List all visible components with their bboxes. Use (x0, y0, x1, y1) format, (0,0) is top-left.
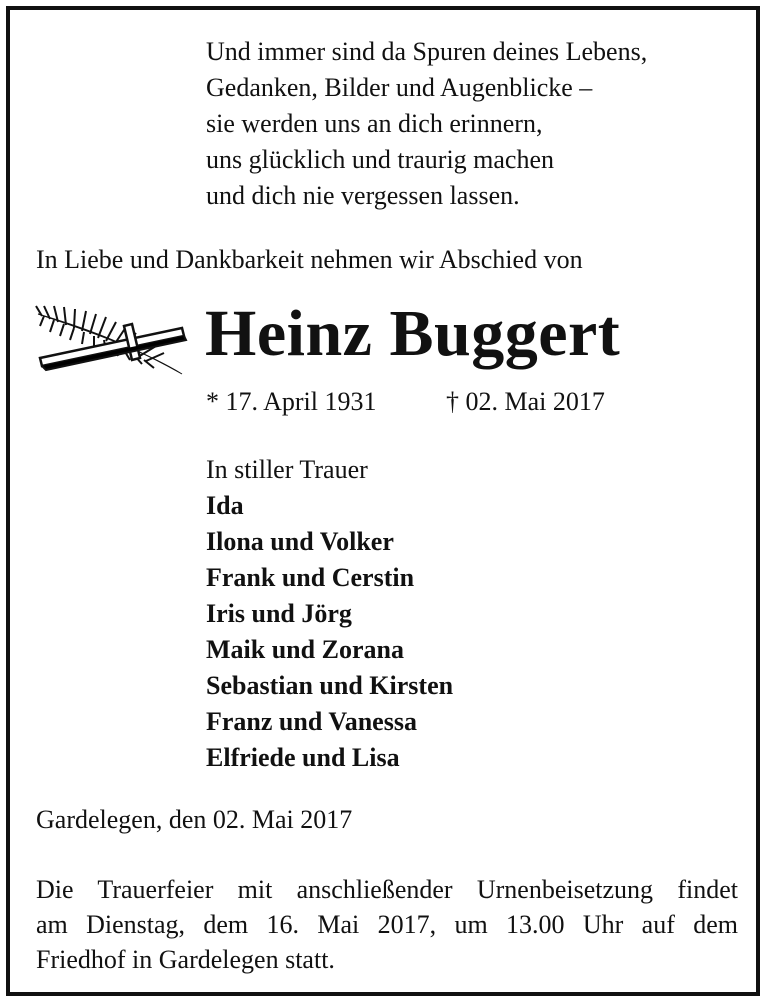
poem-line: und dich nie vergessen lassen. (206, 181, 520, 210)
mourner-name: Iris und Jörg (206, 599, 352, 628)
notice-line: Friedhof in Gardelegen statt. (36, 945, 335, 974)
poem-line: sie werden uns an dich erinnern, (206, 109, 543, 138)
funeral-notice (36, 872, 738, 977)
birth-date: * 17. April 1931 (206, 387, 377, 416)
mourners-list (206, 452, 453, 776)
deceased-name: Heinz Buggert (205, 297, 621, 370)
mourner-name: Franz und Vanessa (206, 707, 417, 736)
mourner-name: Maik und Zorana (206, 635, 404, 664)
mourner-name: Frank und Cerstin (206, 563, 415, 592)
farewell-intro: In Liebe und Dankbarkeit nehmen wir Abschied von (36, 245, 583, 274)
poem-line: uns glücklich und traurig machen (206, 145, 555, 174)
poem-line: Gedanken, Bilder und Augenblicke – (206, 73, 593, 102)
place-and-date: Gardelegen, den 02. Mai 2017 (36, 805, 353, 834)
notice-line: Die Trauerfeier mit anschließender Urnenbeisetzung findet (36, 875, 738, 904)
death-date: † 02. Mai 2017 (446, 387, 605, 416)
mourner-name: Ilona und Volker (206, 527, 394, 556)
mourner-name: Elfriede und Lisa (206, 743, 400, 772)
life-dates (206, 384, 605, 420)
poem-line: Und immer sind da Spuren deines Lebens, (206, 37, 648, 66)
poem (206, 34, 647, 214)
mourner-name: Sebastian und Kirsten (206, 671, 454, 700)
cross-with-palm-frond-icon (32, 302, 196, 376)
mourning-lead: In stiller Trauer (206, 455, 368, 484)
obituary-notice (6, 6, 760, 996)
notice-line: am Dienstag, dem 16. Mai 2017, um 13.00 Uhr auf dem (36, 910, 738, 939)
mourner-name: Ida (206, 491, 244, 520)
